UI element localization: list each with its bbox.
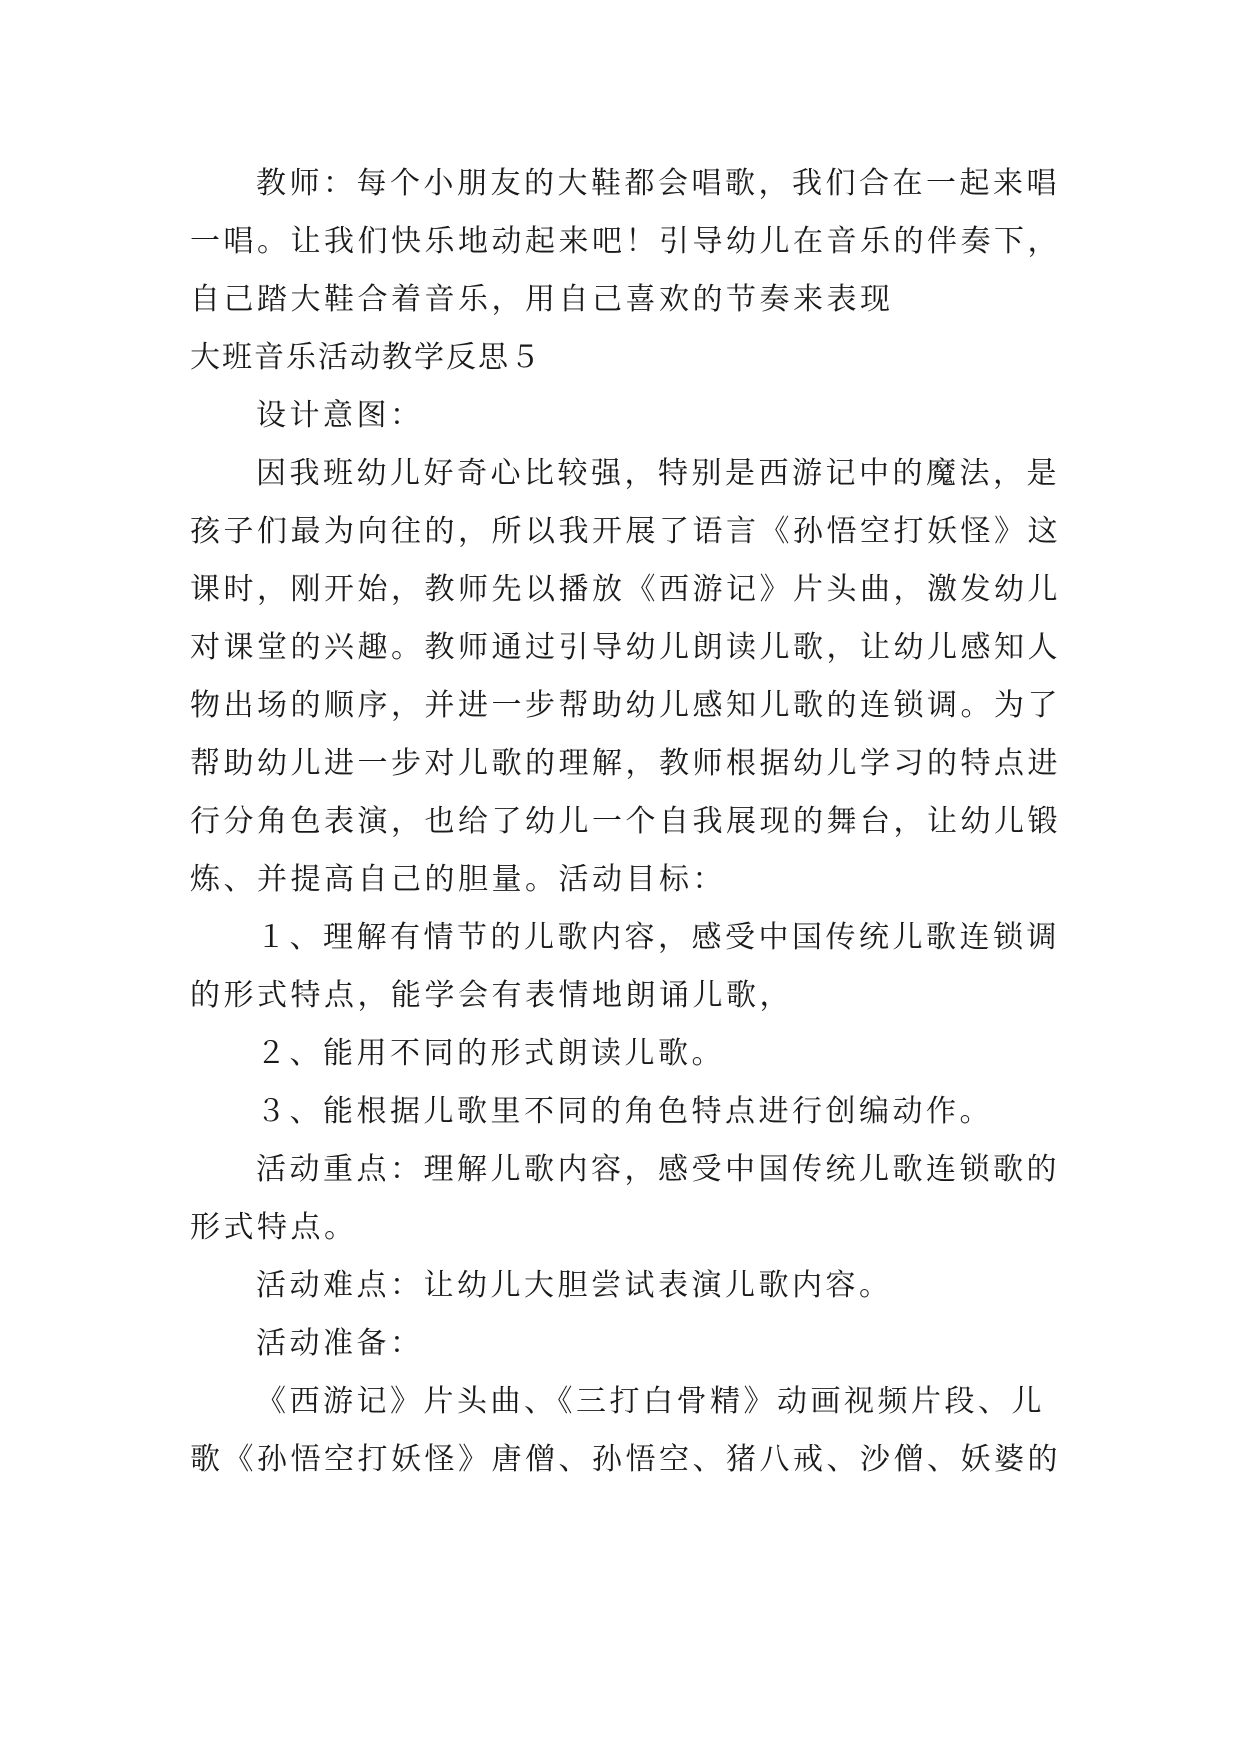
design-intent-paragraph [190,445,1061,909]
key-point-line-1: 活动重点：理解儿歌内容，感受中国传统儿歌连锁歌的 [256,1152,1060,1187]
difficulty: 活动难点：让幼儿大胆尝试表演儿歌内容。 [256,1268,893,1303]
goal-3: ３、能根据儿歌里不同的角色特点进行创编动作。 [256,1094,993,1129]
intro-line-3: 自己踏大鞋合着音乐，用自己喜欢的节奏来表现 [190,282,894,317]
key-point-line-2: 形式特点。 [190,1210,358,1245]
key-point [190,1141,1060,1257]
design-intent-line-5: 物出场的顺序，并进一步帮助幼儿感知儿歌的连锁调。为了 [190,688,1061,723]
goal-2: ２、能用不同的形式朗读儿歌。 [256,1036,725,1071]
section-title: 大班音乐活动教学反思５ [190,340,542,375]
design-intent-line-6: 帮助幼儿进一步对儿歌的理解，教师根据幼儿学习的特点进 [190,746,1061,781]
design-intent-line-8: 炼、并提高自己的胆量。活动目标： [190,862,726,897]
document-page [190,155,1061,1489]
design-intent-line-2: 孩子们最为向往的，所以我开展了语言《孙悟空打妖怪》这 [190,514,1061,549]
goal-1-line-1: １、理解有情节的儿歌内容，感受中国传统儿歌连锁调 [256,920,1060,955]
design-intent-line-4: 对课堂的兴趣。教师通过引导幼儿朗读儿歌，让幼儿感知人 [190,630,1061,665]
goal-1-line-2: 的形式特点，能学会有表情地朗诵儿歌， [190,978,793,1013]
goal-1 [190,909,1060,1025]
preparation-label: 活动准备： [256,1326,424,1361]
intro-paragraph [190,155,1061,329]
intro-line-2: 一唱。让我们快乐地动起来吧！引导幼儿在音乐的伴奏下， [190,224,1061,259]
intro-line-1: 教师：每个小朋友的大鞋都会唱歌，我们合在一起来唱 [256,166,1060,201]
preparation-line-1: 《西游记》片头曲、《三打白骨精》动画视频片段、儿 [256,1384,1045,1419]
preparation-paragraph [190,1373,1061,1489]
design-intent-label: 设计意图： [256,398,424,433]
preparation-line-2: 歌《孙悟空打妖怪》唐僧、孙悟空、猪八戒、沙僧、妖婆的 [190,1442,1061,1477]
design-intent-line-3: 课时，刚开始，教师先以播放《西游记》片头曲，激发幼儿 [190,572,1061,607]
design-intent-line-7: 行分角色表演，也给了幼儿一个自我展现的舞台，让幼儿锻 [190,804,1061,839]
design-intent-line-1: 因我班幼儿好奇心比较强，特别是西游记中的魔法，是 [256,456,1060,491]
